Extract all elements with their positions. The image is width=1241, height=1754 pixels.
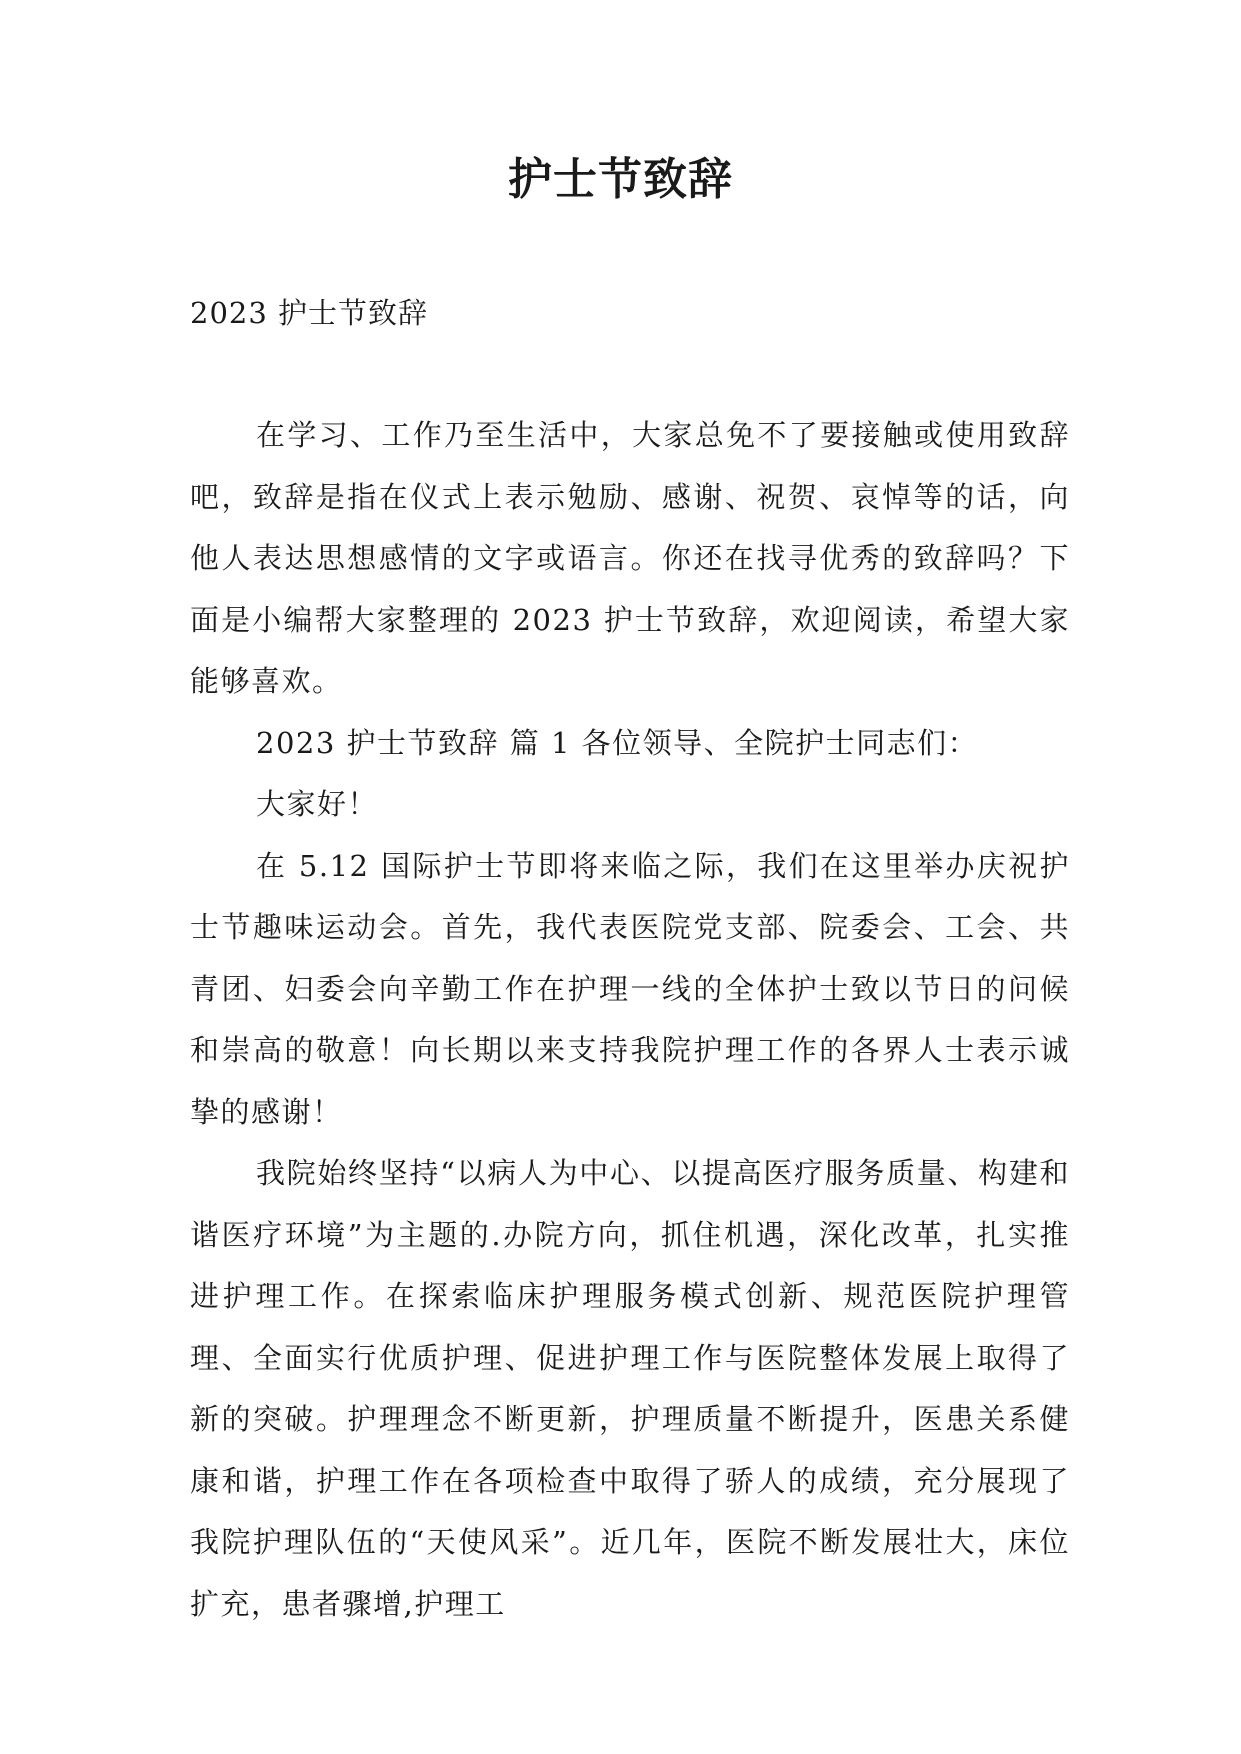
- greeting: 大家好！: [256, 787, 379, 821]
- intro-paragraph: 在学习、工作乃至生活中，大家总免不了要接触或使用致辞吧，致辞是指在仪式上表示勉励、感谢、祝贺、哀悼等的话，向他人表达思想感情的文字或语言。你还在找寻优秀的致辞吗？下面是小编帮大家整理的 2023 护士节致辞，欢迎阅读，希望大家能够喜欢。: [190, 418, 1070, 698]
- speech-heading: 2023 护士节致辞 篇 1 各位领导、全院护士同志们：: [256, 725, 979, 760]
- speech-paragraph: 我院始终坚持“以病人为中心、以提高医疗服务质量、构建和谐医疗环境”为主题的.办院方向，抓住机遇，深化改革，扎实推进护理工作。在探索临床护理服务模式创新、规范医院护理管理、全面实行优质护理、促进护理工作与医院整体发展上取得了新的突破。护理理念不断更新，护理质量不断提升，医患关系健康和谐，护理工作在各项检查中取得了骄人的成绩，充分展现了我院护理队伍的“天使风采”。近几年，医院不断发展壮大，床位扩充，患者骤增,护理工: [190, 1156, 1070, 1621]
- document-title: 护士节致辞: [508, 154, 733, 205]
- document-subtitle: 2023 护士节致辞: [190, 296, 429, 330]
- document-body: [190, 405, 1070, 1635]
- speech-paragraph: 在 5.12 国际护士节即将来临之际，我们在这里举办庆祝护士节趣味运动会。首先，我代表医院党支部、院委会、工会、共青团、妇委会向辛勤工作在护理一线的全体护士致以节日的问候和崇高的敬意！向长期以来支持我院护理工作的各界人士表示诚挚的感谢！: [190, 848, 1070, 1129]
